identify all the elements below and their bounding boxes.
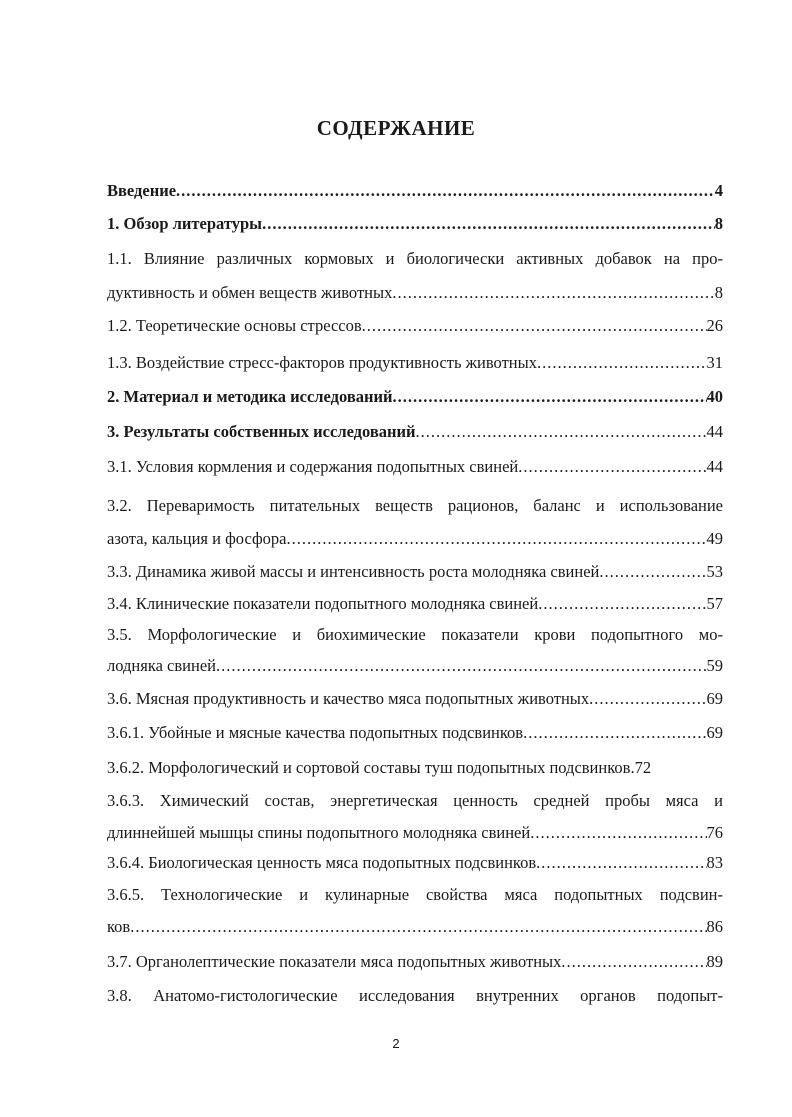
toc-entry-3-7: 3.7. Органолептические показатели мяса подопытных животных ..... 89 (107, 951, 723, 973)
toc-entry-3-5-line1: 3.5. Морфологические и биохимические показатели крови подопытного мо- (107, 625, 723, 644)
toc-entry-3-6-3-line1: 3.6.3. Химический состав, энергетическая ценность средней пробы мяса и (107, 791, 723, 810)
toc-entry-3: 3. Результаты собственных исследований ..... 44 (107, 421, 723, 443)
toc-entry-3-6-5-line1: 3.6.5. Технологические и кулинарные свойства мяса подопытных подсвин- (107, 885, 723, 904)
toc-entry-1-2: 1.2. Теоретические основы стрессов ..... 26 (107, 315, 723, 337)
toc-entry-introduction: Введение ..... 4 (107, 180, 723, 202)
toc-entry-3-2: азота, кальция и фосфора ..... 49 (107, 528, 723, 550)
toc-entry-3-6-5: ков ..... 86 (107, 916, 723, 938)
toc-entry-3-8-line1: 3.8. Анатомо-гистологические исследования внутренних органов подопыт- (107, 986, 723, 1005)
toc-entry-3-2-line1: 3.2. Переваримость питательных веществ рационов, баланс и использование (107, 496, 723, 515)
page-number: 2 (392, 1036, 400, 1051)
toc-entry-3-4: 3.4. Клинические показатели подопытного молодняка свиней ..... 57 (107, 593, 723, 615)
toc-entry-3-6: 3.6. Мясная продуктивность и качество мяса подопытных животных ..... 69 (107, 688, 723, 710)
toc-entry-3-5: лодняка свиней ..... 59 (107, 655, 723, 677)
toc-entry-3-6-4: 3.6.4. Биологическая ценность мяса подопытных подсвинков ..... 83 (107, 852, 723, 874)
toc-entry-3-6-1: 3.6.1. Убойные и мясные качества подопытных подсвинков ..... 69 (107, 722, 723, 744)
toc-entry-1-1-line1: 1.1. Влияние различных кормовых и биологически активных добавок на про- (107, 249, 723, 268)
toc-entry-2: 2. Материал и методика исследований ..... 40 (107, 386, 723, 408)
toc-entry-1-3: 1.3. Воздействие стресс-факторов продуктивность животных ..... 31 (107, 352, 723, 374)
toc-entry-1-1: дуктивность и обмен веществ животных ..... 8 (107, 282, 723, 304)
toc-entry-3-3: 3.3. Динамика живой массы и интенсивность роста молодняка свиней ..... 53 (107, 561, 723, 583)
toc-entry-3-6-3: длиннейшей мышцы спины подопытного молодняка свиней ..... 76 (107, 822, 723, 844)
toc-entry-3-1: 3.1. Условия кормления и содержания подопытных свиней ..... 44 (107, 456, 723, 478)
toc-entry-3-6-2: 3.6.2. Морфологический и сортовой составы туш подопытных подсвинков. 72 (107, 758, 652, 777)
page-title: СОДЕРЖАНИЕ (316, 116, 476, 140)
toc-entry-1: 1. Обзор литературы ..... 8 (107, 213, 723, 235)
